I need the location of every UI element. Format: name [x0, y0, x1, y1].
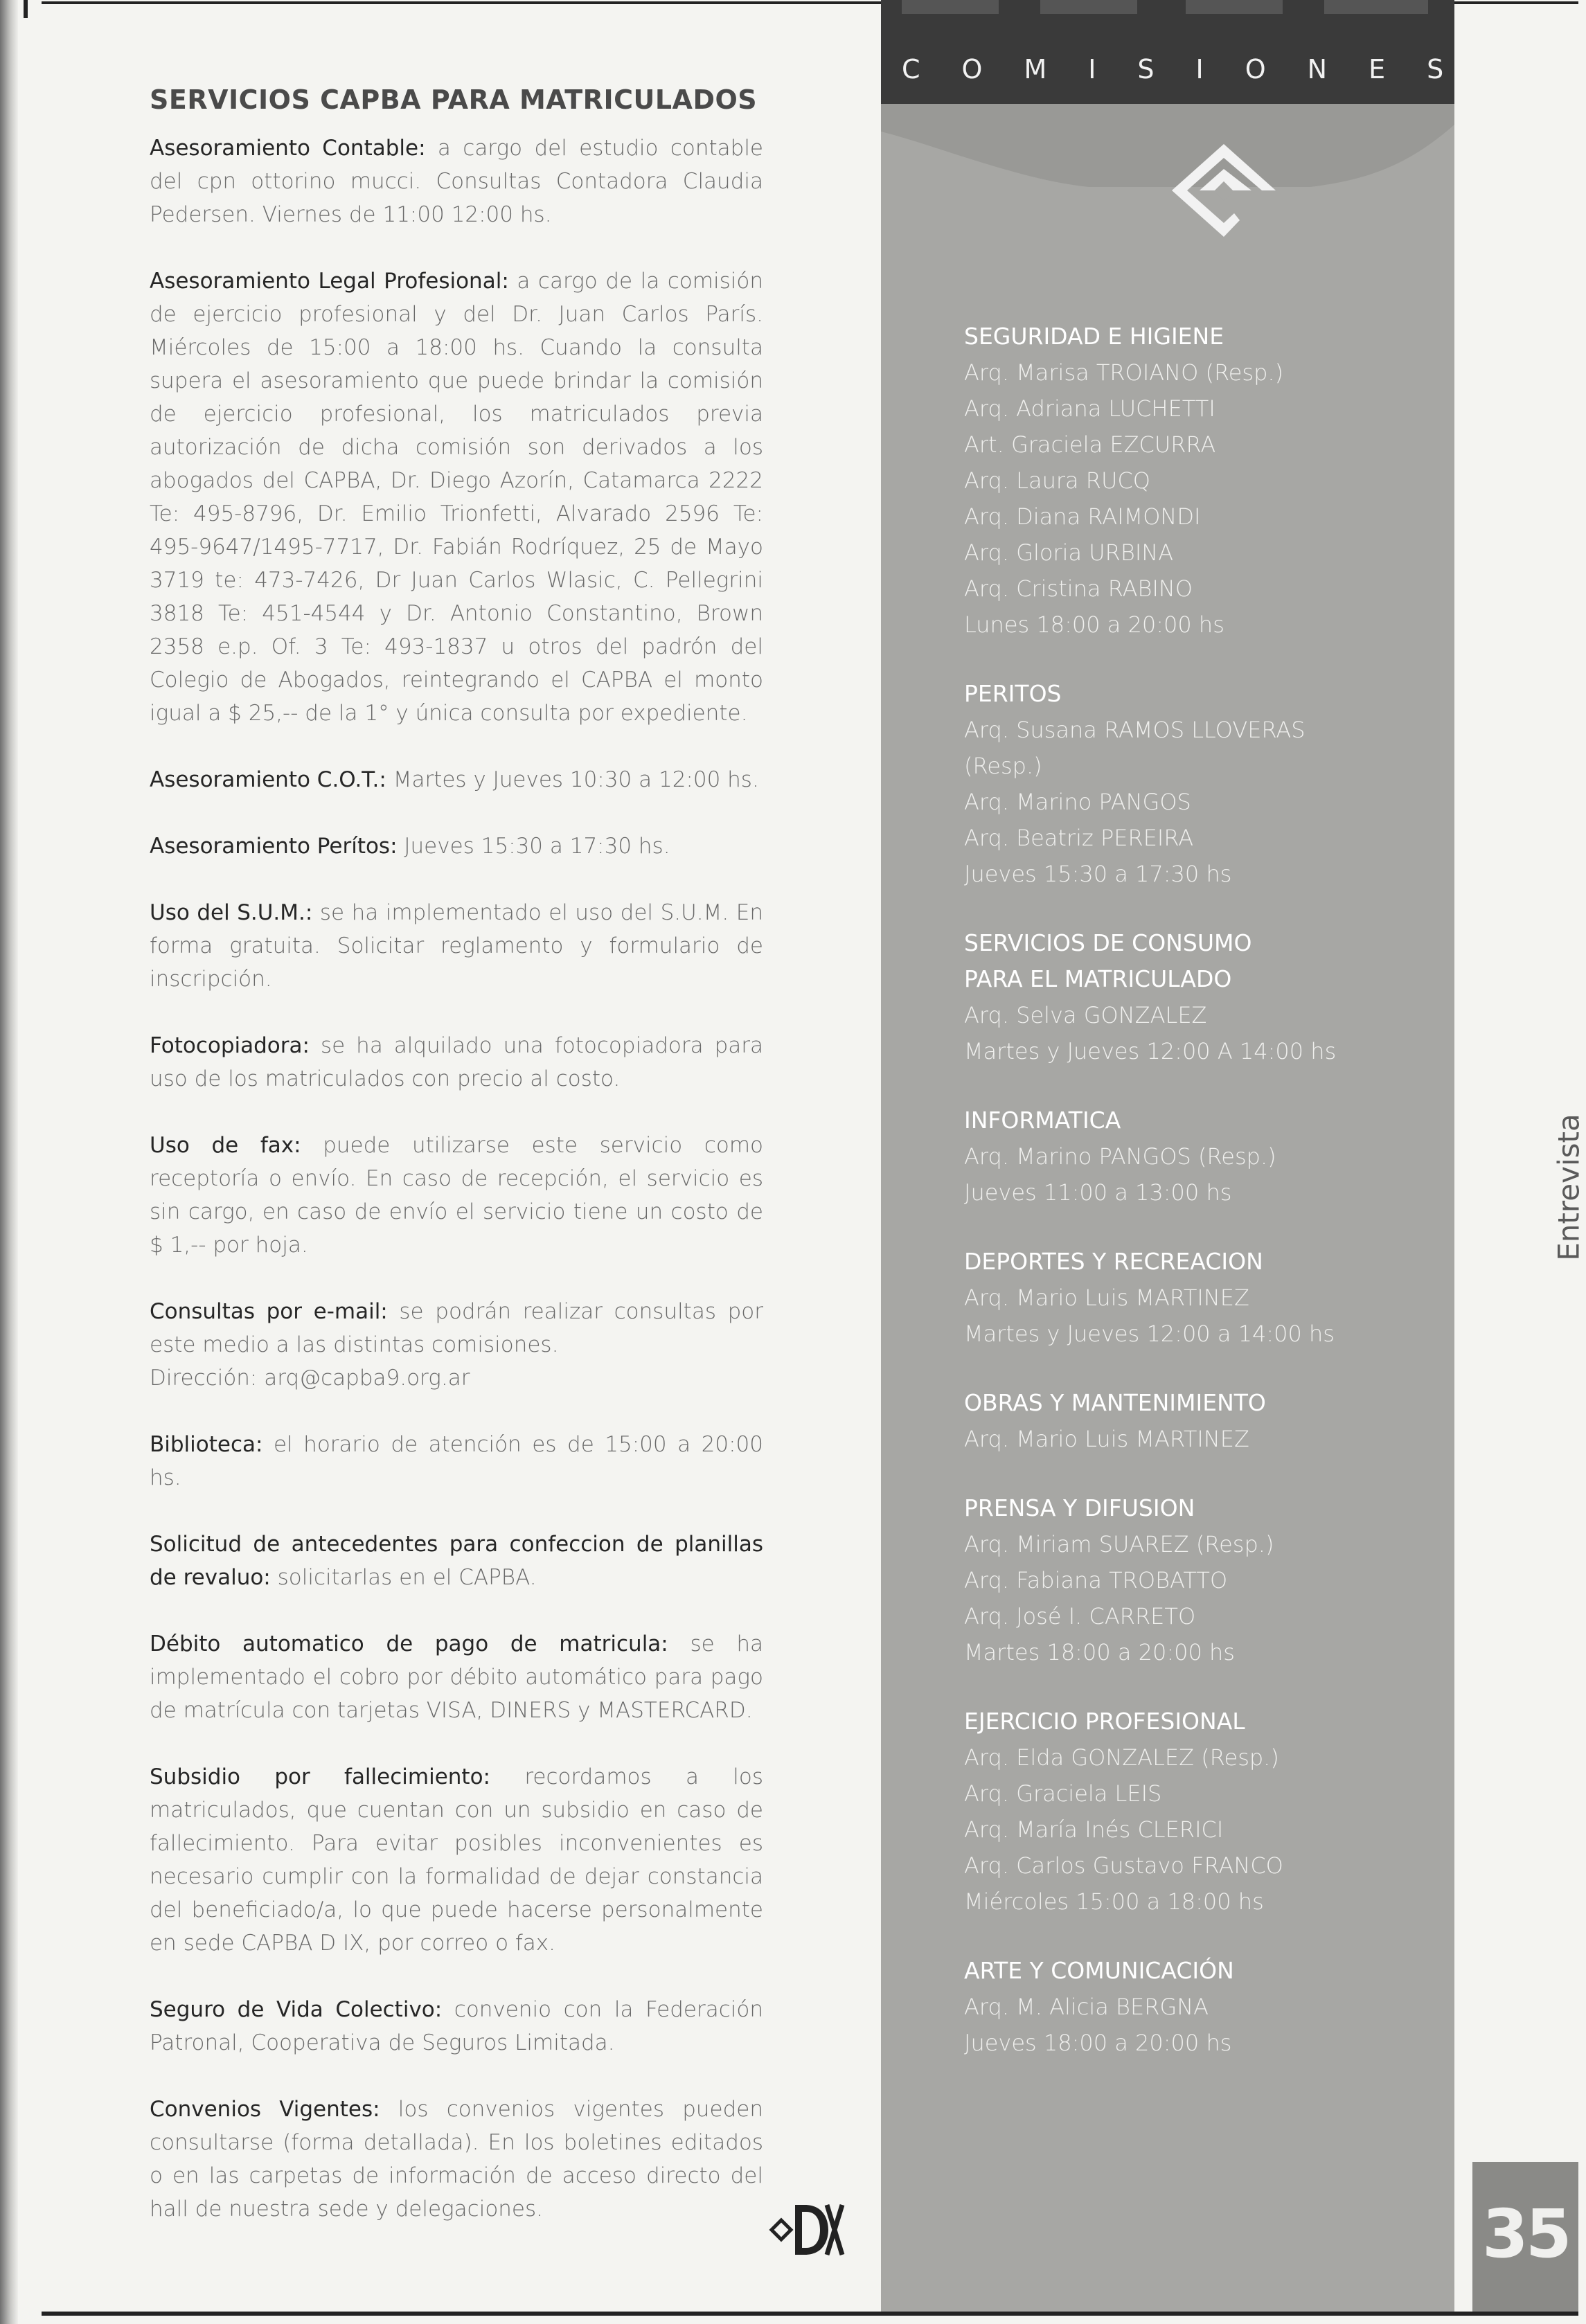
commission-member-line: Arq. Elda GONZALEZ (Resp.): [964, 1744, 1279, 1771]
band-title: COMISIONES: [902, 54, 1486, 84]
service-item: [150, 1627, 763, 1727]
commission-member-line: Martes 18:00 a 20:00 hs: [964, 1639, 1235, 1665]
service-address: Dirección: arq@capba9.org.ar: [150, 1366, 470, 1391]
commissions-band: [881, 0, 1486, 2312]
commission-member-line: Jueves 18:00 a 20:00 hs: [964, 2030, 1232, 2056]
service-item: [150, 1760, 763, 1960]
service-item: [150, 1993, 763, 2059]
service-label: Asesoramiento Perítos:: [150, 834, 398, 859]
services-heading: SERVICIOS CAPBA PARA MATRICULADOS: [150, 84, 758, 115]
dix-logo-icon: [769, 2195, 845, 2264]
service-label: Asesoramiento Contable:: [150, 136, 426, 161]
service-item: [150, 265, 763, 730]
commission-member-line: Arq. Gloria URBINA: [964, 539, 1174, 566]
service-description: a cargo de la comisión de ejercicio profesional y del Dr. Juan Carlos París. Miércoles de 15:00 a 18:00 hs. Cuando la consulta supera el asesoramiento que puede brindar la comisión de ejercicio profesional, los matriculados previa autorización de dicha comisión son derivados a los abogados del CAPBA, Dr. Diego Azorín, Catamarca 2222 Te: 495-8796, Dr. Emilio Trionfetti, Alvarado 2596 Te: 495-9647/1495-7717, Dr. Fabián Rodríquez, 25 de Mayo 3719 te: 473-7426, Dr Juan Carlos Wlasic, C. Pellegrini 3818 Te: 451-4544 y Dr. Antonio Constantino, Brown 2358 e.p. Of. 3 Te: 493-1837 u otros del padrón del Colegio de Abogados, reintegrando el CAPBA el monto igual a $ 25,-- de la 1° y única consulta por expediente.: [150, 269, 763, 726]
commission-member-line: Arq. Marino PANGOS (Resp.): [964, 1143, 1276, 1170]
service-label: Convenios Vigentes:: [150, 2097, 380, 2122]
service-item: [150, 763, 763, 796]
service-label: Fotocopiadora:: [150, 1033, 310, 1058]
commission-block: [964, 319, 1421, 643]
service-description: convenio con la Federación Patronal, Cooperativa de Seguros Limitada.: [150, 1997, 763, 2055]
commission-title: PERITOS: [964, 680, 1062, 707]
commission-member-line: Arq. Selva GONZALEZ: [964, 1002, 1207, 1028]
commission-member-line: Arq. Fabiana TROBATTO: [964, 1567, 1228, 1593]
commission-block: [964, 1953, 1421, 2061]
commission-member-line: (Resp.): [964, 753, 1042, 779]
band-header: [881, 0, 1486, 104]
commission-block: [964, 1704, 1421, 1920]
services-column: [150, 84, 763, 2259]
services-list: [150, 132, 763, 2226]
service-label: Asesoramiento Legal Profesional:: [150, 269, 509, 294]
service-label: Débito automatico de pago de matricula:: [150, 1632, 668, 1656]
commission-member-line: Martes y Jueves 12:00 A 14:00 hs: [964, 1038, 1337, 1064]
commission-member-line: Arq. Graciela LEIS: [964, 1780, 1162, 1807]
commission-member-line: Arq. M. Alicia BERGNA: [964, 1994, 1209, 2020]
service-description: el horario de atención es de 15:00 a 20:00 hs.: [150, 1432, 763, 1490]
service-label: Subsidio por fallecimiento:: [150, 1764, 490, 1789]
service-label: Solicitud de antecedentes para confeccion de planillas de revaluo:: [150, 1532, 763, 1590]
service-item: [150, 1428, 763, 1494]
service-label: Seguro de Vida Colectivo:: [150, 1997, 443, 2022]
commission-title: SERVICIOS DE CONSUMO: [964, 929, 1252, 956]
commission-member-line: Arq. Carlos Gustavo FRANCO: [964, 1852, 1283, 1879]
service-description: se ha implementado el cobro por débito automático para pago de matrícula con tarjetas VISA, DINERS y MASTERCARD.: [150, 1632, 763, 1723]
commission-member-line: Arq. Cristina RABINO: [964, 575, 1193, 602]
service-description: los convenios vigentes pueden consultarse (forma detallada). En los boletines editados o en las carpetas de información de acceso directo del hall de nuestra sede y delegaciones.: [150, 2097, 763, 2222]
commission-title: EJERCICIO PROFESIONAL: [964, 1708, 1245, 1735]
service-description: se podrán realizar consultas por este medio a las distintas comisiones.: [150, 1299, 764, 1357]
service-item: [150, 1129, 763, 1262]
service-label: Biblioteca:: [150, 1432, 263, 1457]
commission-title-line2: PARA EL MATRICULADO: [964, 965, 1232, 992]
service-label: Asesoramiento C.O.T.:: [150, 767, 386, 792]
commission-member-line: Art. Graciela EZCURRA: [964, 431, 1216, 458]
service-description: puede utilizarse este servicio como receptoría o envío. En caso de recepción, el servicio es sin cargo, en caso de envío el servicio tiene un costo de $ 1,-- por hoja.: [150, 1133, 764, 1258]
service-item: [150, 1295, 763, 1395]
commission-block: [964, 1102, 1421, 1210]
service-description: recordamos a los matriculados, que cuentan con un subsidio en caso de fallecimiento. Para evitar posibles inconvenientes es necesario cumplir con la formalidad de dejar constancia del beneficiado/a, lo que puede hacerse personalmente en sede CAPBA D IX, por correo o fax.: [150, 1764, 763, 1956]
commission-title: ARTE Y COMUNICACIÓN: [964, 1957, 1234, 1984]
commission-member-line: Arq. Mario Luis MARTINEZ: [964, 1285, 1249, 1311]
service-description: se ha alquilado una fotocopiadora para uso de los matriculados con precio al costo.: [150, 1033, 763, 1091]
commission-title: DEPORTES Y RECREACION: [964, 1248, 1263, 1275]
commission-member-line: Jueves 15:30 a 17:30 hs: [964, 861, 1232, 887]
commission-title: SEGURIDAD E HIGIENE: [964, 323, 1224, 350]
commission-block: [964, 676, 1421, 892]
service-item: [150, 2093, 763, 2226]
service-label: Consultas por e-mail:: [150, 1299, 388, 1324]
commission-member-line: Martes y Jueves 12:00 a 14:00 hs: [964, 1321, 1335, 1347]
commission-member-line: Arq. Miriam SUAREZ (Resp.): [964, 1531, 1274, 1557]
capba-emblem-icon: [1158, 138, 1297, 242]
commission-block: [964, 1490, 1421, 1670]
commission-member-line: Lunes 18:00 a 20:00 hs: [964, 611, 1224, 638]
service-label: Uso de fax:: [150, 1133, 301, 1158]
section-side-label: Entrevista: [1551, 1114, 1586, 1261]
commission-member-line: Arq. María Inés CLERICI: [964, 1816, 1224, 1843]
service-item: [150, 830, 763, 863]
service-description: se ha implementado el uso del S.U.M. En forma gratuita. Solicitar reglamento y formulario de inscripción.: [150, 900, 763, 992]
commission-title: OBRAS Y MANTENIMIENTO: [964, 1389, 1266, 1416]
service-description: Jueves 15:30 a 17:30 hs.: [404, 834, 670, 859]
commission-member-line: Arq. Adriana LUCHETTI: [964, 395, 1215, 422]
service-item: [150, 896, 763, 996]
commission-member-line: Arq. Mario Luis MARTINEZ: [964, 1426, 1249, 1452]
page-bottom-rule: [42, 2312, 1578, 2316]
service-item: [150, 1029, 763, 1096]
commission-member-line: Arq. Beatriz PEREIRA: [964, 825, 1194, 851]
commission-member-line: Arq. Laura RUCQ: [964, 467, 1150, 494]
commission-member-line: Arq. José I. CARRETO: [964, 1603, 1196, 1629]
scan-edge: [0, 0, 18, 2324]
page-number: 35: [1482, 2195, 1569, 2273]
commission-member-line: Arq. Diana RAIMONDI: [964, 503, 1201, 530]
scan-mark: [24, 0, 28, 18]
commission-block: [964, 1244, 1421, 1352]
commission-member-line: Arq. Marisa TROIANO (Resp.): [964, 359, 1284, 386]
commissions-list: [964, 319, 1421, 2094]
service-item: [150, 1528, 763, 1594]
service-description: solicitarlas en el CAPBA.: [277, 1565, 537, 1590]
service-description: a cargo del estudio contable del cpn ottorino mucci. Consultas Contadora Claudia Pedersen. Viernes de 11:00 12:00 hs.: [150, 136, 763, 227]
commission-block: [964, 925, 1421, 1069]
service-item: [150, 132, 763, 231]
commission-member-line: Miércoles 15:00 a 18:00 hs: [964, 1888, 1264, 1915]
commission-title: PRENSA Y DIFUSION: [964, 1494, 1195, 1521]
commission-block: [964, 1385, 1421, 1457]
service-description: Martes y Jueves 10:30 a 12:00 hs.: [393, 767, 759, 792]
commission-title: INFORMATICA: [964, 1107, 1121, 1134]
commission-member-line: Arq. Susana RAMOS LLOVERAS: [964, 717, 1306, 743]
service-label: Uso del S.U.M.:: [150, 900, 313, 925]
commission-member-line: Jueves 11:00 a 13:00 hs: [964, 1179, 1232, 1206]
commission-member-line: Arq. Marino PANGOS: [964, 789, 1191, 815]
